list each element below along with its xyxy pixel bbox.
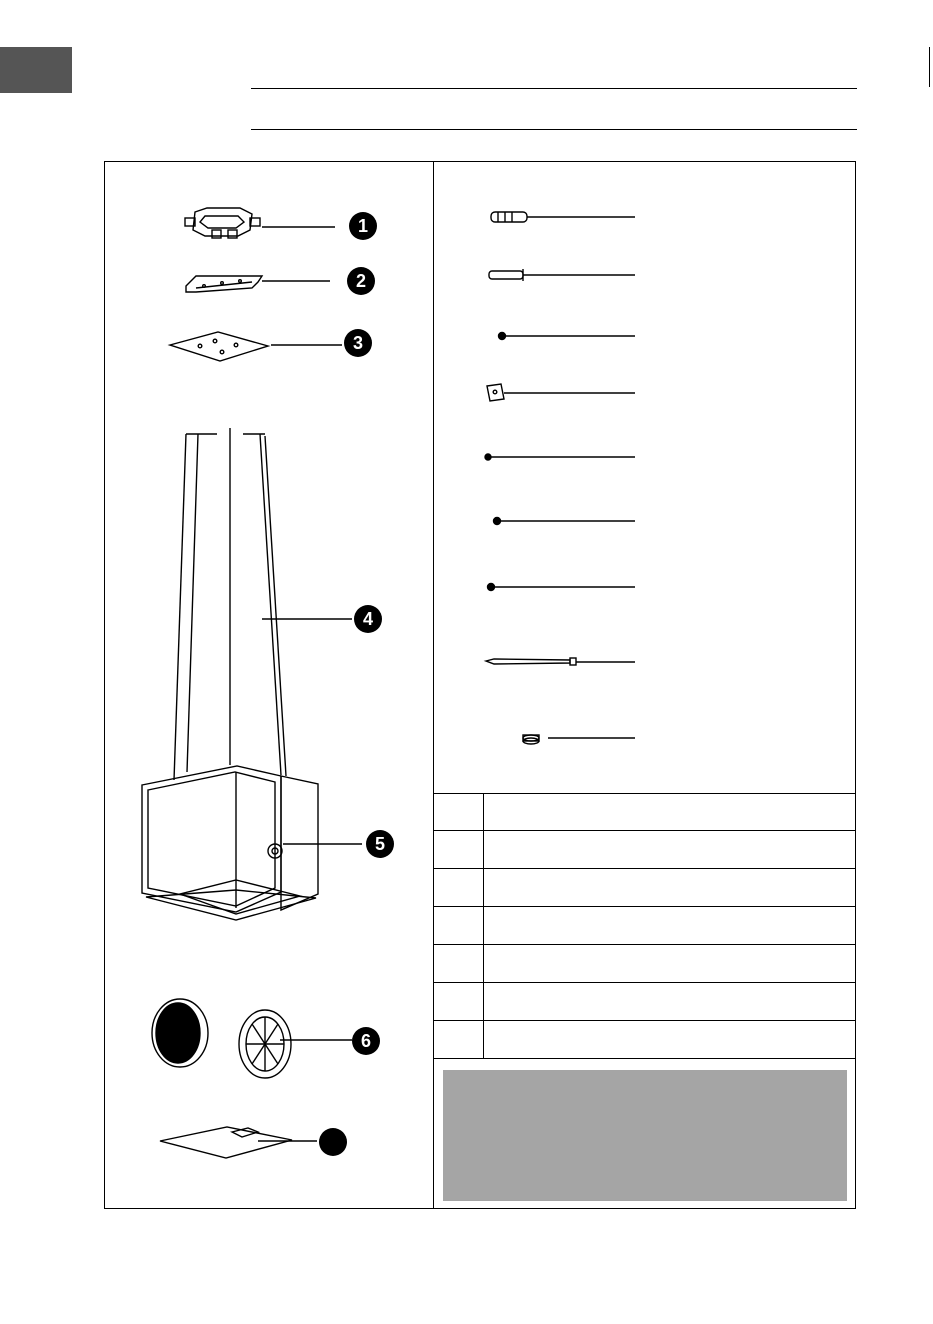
accessory-screw-c-drawing — [488, 584, 636, 591]
grease-filter-drawing — [160, 1127, 317, 1158]
accessory-table — [434, 793, 856, 1059]
table-cell-description — [485, 907, 856, 944]
table-cell-number — [434, 831, 484, 868]
table-cell-description — [485, 945, 856, 982]
callout-label-6: 6 — [360, 1031, 372, 1051]
accessory-screw-b-drawing — [494, 518, 636, 525]
table-cell-description — [485, 831, 856, 868]
flat-bracket-drawing — [186, 276, 330, 292]
callout-circle-7 — [319, 1128, 347, 1156]
hood-body-drawing — [142, 766, 362, 920]
table-cell-description — [485, 794, 856, 830]
filters-drawing — [152, 999, 352, 1078]
table-cell-number — [434, 1021, 484, 1058]
accessory-small-screw-drawing — [499, 333, 636, 340]
accessory-cap-drawing — [523, 735, 635, 744]
callout-label-2: 2 — [355, 271, 367, 291]
table-row — [434, 869, 856, 907]
table-cell-description — [485, 983, 856, 1020]
table-cell-number — [434, 794, 484, 830]
note-box — [443, 1070, 847, 1201]
chimney-drawing — [174, 428, 352, 780]
table-row — [434, 831, 856, 869]
table-cell-description — [485, 1021, 856, 1058]
table-row — [434, 793, 856, 831]
accessory-screw-a-drawing — [485, 454, 635, 460]
ceiling-plate-drawing — [170, 332, 342, 361]
table-cell-number — [434, 945, 484, 982]
callout-label-5: 5 — [374, 834, 386, 854]
table-row — [434, 1021, 856, 1059]
table-cell-number — [434, 907, 484, 944]
accessory-wall-plug-drawing — [491, 212, 635, 222]
callout-label-1: 1 — [357, 216, 369, 236]
table-row — [434, 945, 856, 983]
callout-label-3: 3 — [352, 333, 364, 353]
accessory-long-screw-drawing — [489, 269, 635, 281]
accessory-square-nut-drawing — [487, 384, 635, 401]
mounting-ring-drawing — [185, 208, 335, 238]
table-cell-number — [434, 983, 484, 1020]
table-row — [434, 983, 856, 1021]
accessory-long-rod-drawing — [486, 658, 635, 665]
table-cell-number — [434, 869, 484, 906]
callout-label-4: 4 — [362, 609, 374, 629]
table-cell-description — [485, 869, 856, 906]
table-row — [434, 907, 856, 945]
